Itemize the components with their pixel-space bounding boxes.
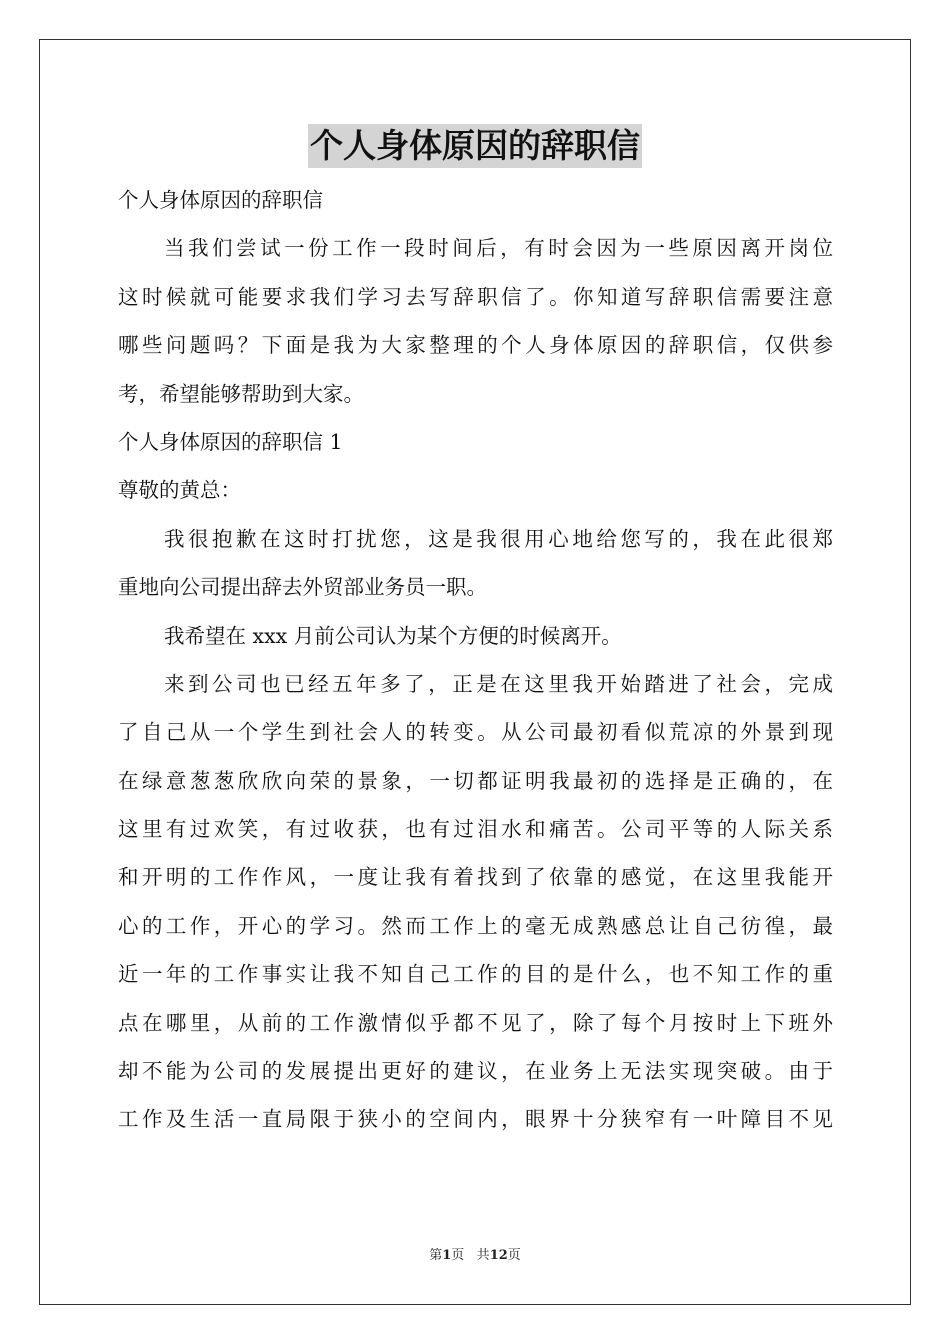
page-footer	[0, 1247, 950, 1265]
footer-prefix: 第	[429, 1248, 443, 1263]
body-line: 重地向公司提出辞去外贸部业务员一职。	[118, 575, 487, 600]
body-line: 了自己从一个学生到社会人的转变。从公司最初看似荒凉的外景到现	[118, 720, 833, 745]
body-line: 和开明的工作作风，一度让我有着找到了依靠的感觉，在这里我能开	[118, 865, 833, 890]
body-line: 来到公司也已经五年多了，正是在这里我开始踏进了社会，完成	[164, 671, 833, 696]
document-body	[118, 176, 833, 1144]
page-number: 1	[442, 1248, 452, 1263]
body-line: 哪些问题吗？下面是我为大家整理的个人身体原因的辞职信，仅供参	[118, 333, 833, 358]
body-line: 在绿意葱葱欣欣向荣的景象，一切都证明我最初的选择是正确的，在	[118, 768, 833, 793]
body-line: 工作及生活一直局限于狭小的空间内，眼界十分狭窄有一叶障目不见	[118, 1107, 833, 1132]
body-line: 我希望在 xxx 月前公司认为某个方便的时候离开。	[164, 623, 622, 648]
total-pages: 12	[489, 1248, 508, 1263]
title-container	[0, 124, 950, 168]
body-line: 个人身体原因的辞职信 1	[118, 429, 343, 454]
footer-total-prefix: 共	[476, 1248, 490, 1263]
body-line: 这里有过欢笑，有过收获，也有过泪水和痛苦。公司平等的人际关系	[118, 817, 833, 842]
body-line: 尊敬的黄总：	[118, 478, 241, 503]
body-line: 这时候就可能要求我们学习去写辞职信了。你知道写辞职信需要注意	[118, 284, 833, 309]
document-title: 个人身体原因的辞职信	[308, 124, 642, 168]
body-line: 当我们尝试一份工作一段时间后，有时会因为一些原因离开岗位	[164, 236, 833, 261]
body-line: 却不能为公司的发展提出更好的建议，在业务上无法实现突破。由于	[118, 1059, 833, 1084]
body-line: 个人身体原因的辞职信	[118, 188, 323, 212]
body-line: 心的工作，开心的学习。然而工作上的毫无成熟感总让自己彷徨，最	[118, 913, 833, 938]
footer-total-suffix: 页	[507, 1248, 521, 1263]
body-line: 点在哪里，从前的工作激情似乎都不见了，除了每个月按时上下班外	[118, 1010, 833, 1035]
body-line: 我很抱歉在这时打扰您，这是我很用心地给您写的，我在此很郑	[164, 526, 833, 551]
body-line: 考，希望能够帮助到大家。	[118, 381, 364, 406]
body-line: 近一年的工作事实让我不知自己工作的目的是什么，也不知工作的重	[118, 962, 833, 987]
footer-page-suffix: 页	[451, 1248, 465, 1263]
